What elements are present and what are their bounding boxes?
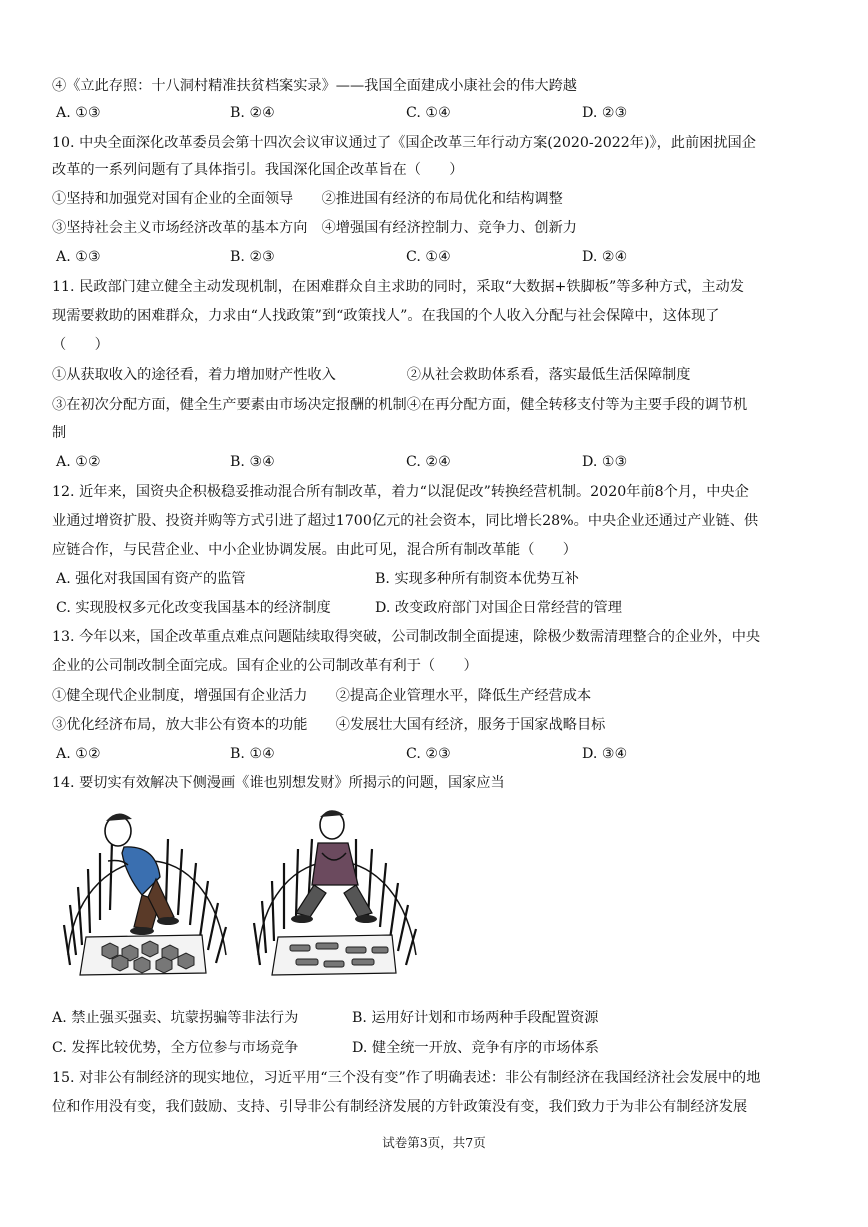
q12-option-d[interactable]: D. 改变政府部门对国企日常经营的管理: [375, 600, 622, 616]
page-footer: 试卷第3页，共7页: [382, 1135, 486, 1150]
right-man: [291, 810, 377, 923]
question-10-stem: 10. 中央全面深化改革委员会第十四次会议审议通过了《国企改革三年行动方案(2020-2022年)》，此前困扰国企: [52, 135, 756, 151]
question-15-stem-cont: 位和作用没有变，我们鼓励、支持、引导非公有制经济发展的方针政策没有变，我们致力于为非公有制经济发展: [52, 1099, 748, 1115]
option-b[interactable]: B. ②④: [230, 105, 275, 121]
q10-option-c[interactable]: C. ①④: [406, 249, 451, 265]
right-bolts: [272, 935, 396, 975]
question-10-stem-cont: 改革的一系列问题有了具体指引。我国深化国企改革旨在（ ）: [52, 162, 464, 178]
q14-option-c[interactable]: C. 发挥比较优势，全方位参与市场竞争: [52, 1040, 299, 1056]
option-c[interactable]: C. ①④: [406, 105, 451, 121]
question-13-statements-12: ①健全现代企业制度，增强国有企业活力 ②提高企业管理水平，降低生产经营成本: [52, 688, 592, 704]
question-14-stem: 14. 要切实有效解决下侧漫画《谁也别想发财》所揭示的问题，国家应当: [52, 775, 505, 791]
option-a[interactable]: A. ①③: [56, 105, 101, 121]
question-10-statements-12: ①坚持和加强党对国有企业的全面领导 ②推进国有经济的布局优化和结构调整: [52, 191, 563, 207]
question-12-stem-cont-1: 业通过增资扩股、投资并购等方式引进了超过1700亿元的社会资本，同比增长28%。中央企业还通过产业链、供: [52, 513, 759, 529]
q13-option-d[interactable]: D. ③④: [582, 746, 628, 762]
q11-option-c[interactable]: C. ②④: [406, 454, 451, 470]
q10-option-b[interactable]: B. ②③: [230, 249, 275, 265]
question-11-statements-34: ③在初次分配方面，健全生产要素由市场决定报酬的机制④在再分配方面，健全转移支付等为主要手段的调节机: [52, 397, 748, 413]
question-15-stem: 15. 对非公有制经济的现实地位，习近平用“三个没有变”作了明确表述：非公有制经济在我国经济社会发展中的地: [52, 1070, 761, 1086]
question-10-statements-34: ③坚持社会主义市场经济改革的基本方向 ④增强国有经济控制力、竞争力、创新力: [52, 220, 577, 236]
question-13-stem: 13. 今年以来，国企改革重点难点问题陆续取得突破，公司制改制全面提速，除极少数需清理整合的企业外，中央: [52, 629, 761, 645]
q13-option-b[interactable]: B. ①④: [230, 746, 275, 762]
question-11-stem: 11. 民政部门建立健全主动发现机制，在困难群众自主求助的同时，采取“大数据+铁脚板”等多种方式，主动发: [52, 279, 744, 295]
q10-option-d[interactable]: D. ②④: [582, 249, 628, 265]
question-12-stem-cont-2: 应链合作，与民营企业、中小企业协调发展。由此可见，混合所有制改革能（ ）: [52, 542, 577, 558]
q12-option-b[interactable]: B. 实现多种所有制资本优势互补: [375, 571, 579, 587]
q13-option-a[interactable]: A. ①②: [56, 746, 101, 762]
cartoon-illustration: [56, 805, 426, 977]
question-11-stem-cont: 现需要救助的困难群众，力求由“人找政策”到“政策找人”。在我国的个人收入分配与社会保障中，这体现了: [52, 308, 720, 324]
question-12-stem: 12. 近年来，国资央企积极稳妥推动混合所有制改革，着力“以混促改”转换经营机制。2020年前8个月，中央企: [52, 484, 749, 500]
question-13-statements-34: ③优化经济布局，放大非公有资本的功能 ④发展壮大国有经济，服务于国家战略目标: [52, 717, 606, 733]
q11-option-b[interactable]: B. ③④: [230, 454, 275, 470]
q10-option-a[interactable]: A. ①③: [56, 249, 101, 265]
statement-4-top: ④《立此存照：十八洞村精准扶贫档案实录》——我国全面建成小康社会的伟大跨越: [52, 78, 577, 94]
q12-option-a[interactable]: A. 强化对我国国有资产的监管: [56, 571, 246, 587]
q11-option-d[interactable]: D. ①③: [582, 454, 628, 470]
q13-option-c[interactable]: C. ②③: [406, 746, 451, 762]
option-d[interactable]: D. ②③: [582, 105, 628, 121]
question-11-statements-12: ①从获取收入的途径看，着力增加财产性收入 ②从社会救助体系看，落实最低生活保障制度: [52, 367, 691, 383]
q14-option-b[interactable]: B. 运用好计划和市场两种手段配置资源: [352, 1010, 599, 1026]
q11-option-a[interactable]: A. ①②: [56, 454, 101, 470]
q14-option-d[interactable]: D. 健全统一开放、竞争有序的市场体系: [352, 1040, 599, 1056]
q12-option-c[interactable]: C. 实现股权多元化改变我国基本的经济制度: [56, 600, 331, 616]
question-11-statements-cont: 制: [52, 425, 67, 441]
question-13-stem-cont: 企业的公司制改制全面完成。国有企业的公司制改革有利于（ ）: [52, 658, 478, 674]
q14-option-a[interactable]: A. 禁止强买强卖、坑蒙拐骗等非法行为: [52, 1010, 299, 1026]
left-nuts: [80, 935, 206, 975]
question-11-blank: （ ）: [52, 337, 109, 353]
